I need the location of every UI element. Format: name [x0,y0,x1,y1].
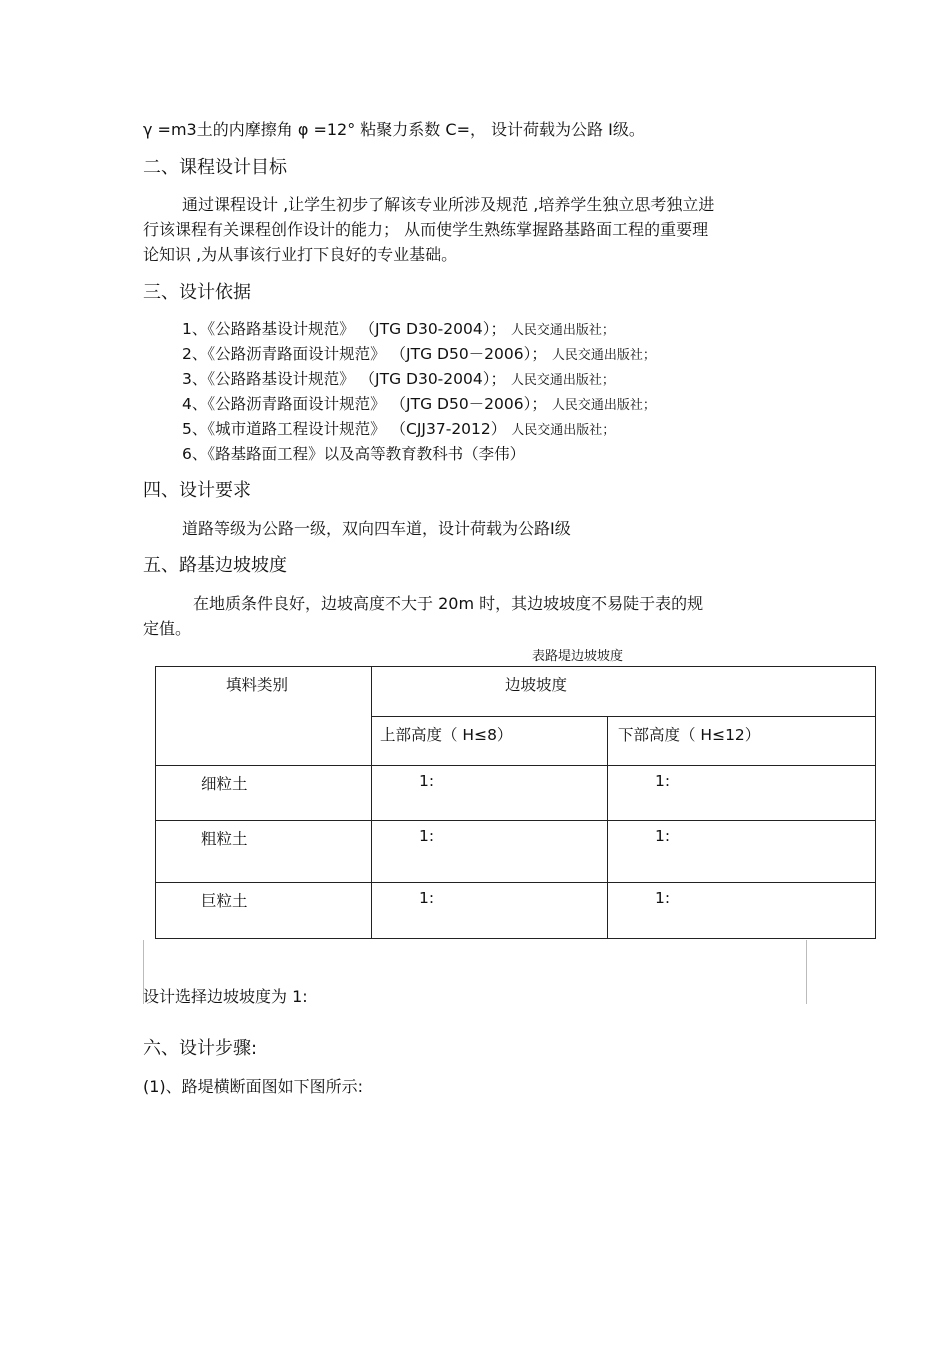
header-upper-label: 上部高度（ H≤8） [380,726,513,744]
objectives-line-2: 行该课程有关课程创作设计的能力； 从而使学生熟练掌握路基路面工程的重要理 [143,220,709,239]
lower-ratio-text: 1: [655,889,671,907]
reference-item [182,392,656,418]
cell-fill-type [156,766,372,821]
objectives-line-1: 通过课程设计 ,让学生初步了解该专业所涉及规范 ,培养学生独立思考独立进 [182,195,715,214]
reference-publisher: 人民交通出版社； [551,398,656,413]
reference-title: 2、《公路沥青路面设计规范》 （JTG D50－2006）； [182,345,547,363]
requirements-text: 道路等级为公路一级，双向四车道，设计荷载为公路Ⅰ级 [182,519,571,538]
reference-item [182,342,656,368]
header-lower-label: 下部高度（ H≤12） [618,726,761,744]
fill-type-text: 巨粒土 [201,892,248,910]
table-row [156,821,876,883]
reference-title: 3、《公路路基设计规范》 （JTG D30-2004）； [182,370,506,388]
table-row [156,766,876,821]
cell-upper [372,766,608,821]
lower-ratio-text: 1: [655,772,671,790]
objectives-line-3: 论知识 ,为从事该行业打下良好的专业基础。 [143,245,458,264]
cell-lower [608,883,876,939]
header-slope [372,667,876,717]
cell-upper [372,821,608,883]
chosen-slope-text: 设计选择边坡坡度为 1: [143,987,308,1006]
reference-title: 1、《公路路基设计规范》 （JTG D30-2004）； [182,320,506,338]
parameters-line: γ =m3土的内摩擦角 φ =12° 粘聚力系数 C=， 设计荷载为公路 Ⅰ级。 [143,120,645,139]
reference-title: 6、《路基路面工程》以及高等教育教科书（李伟） [182,445,526,463]
upper-ratio-text: 1: [419,889,435,907]
upper-ratio-text: 1: [419,827,435,845]
cell-fill-type [156,883,372,939]
reference-item [182,417,615,443]
cell-lower [608,766,876,821]
header-upper-height [372,717,608,766]
cell-lower [608,821,876,883]
section-heading-steps: 六、设计步骤: [143,1038,258,1059]
section-heading-basis: 三、设计依据 [143,282,251,303]
header-slope-label: 边坡坡度 [505,676,568,694]
table-caption: 表路堤边坡坡度 [532,649,624,664]
reference-publisher: 人民交通出版社； [510,323,615,338]
fill-type-text: 细粒土 [201,775,248,793]
section-heading-objectives: 二、课程设计目标 [143,157,287,178]
slope-text-line-1: 在地质条件良好，边坡高度不大于 20m 时，其边坡坡度不易陡于表的规 [193,594,704,613]
slope-table [155,666,876,939]
header-fill-type [156,667,372,766]
step-1-text: (1)、路堤横断面图如下图所示: [143,1077,364,1096]
section-heading-requirements: 四、设计要求 [143,480,251,501]
reference-item [182,367,615,393]
table-row [156,883,876,939]
reference-publisher: 人民交通出版社； [510,373,615,388]
slope-text-line-2: 定值。 [143,619,192,638]
reference-publisher: 人民交通出版社； [511,423,616,438]
fill-type-text: 粗粒土 [201,830,248,848]
reference-item [182,317,615,343]
cell-upper [372,883,608,939]
section-heading-slope: 五、路基边坡坡度 [143,555,287,576]
frame-right-line [806,940,807,1004]
reference-title: 5、《城市道路工程设计规范》 （CJJ37-2012） [182,420,507,438]
header-lower-height [608,717,876,766]
upper-ratio-text: 1: [419,772,435,790]
reference-title: 4、《公路沥青路面设计规范》 （JTG D50－2006）； [182,395,547,413]
lower-ratio-text: 1: [655,827,671,845]
header-fill-type-label: 填料类别 [226,676,289,694]
reference-publisher: 人民交通出版社； [551,348,656,363]
cell-fill-type [156,821,372,883]
reference-item [182,442,525,467]
